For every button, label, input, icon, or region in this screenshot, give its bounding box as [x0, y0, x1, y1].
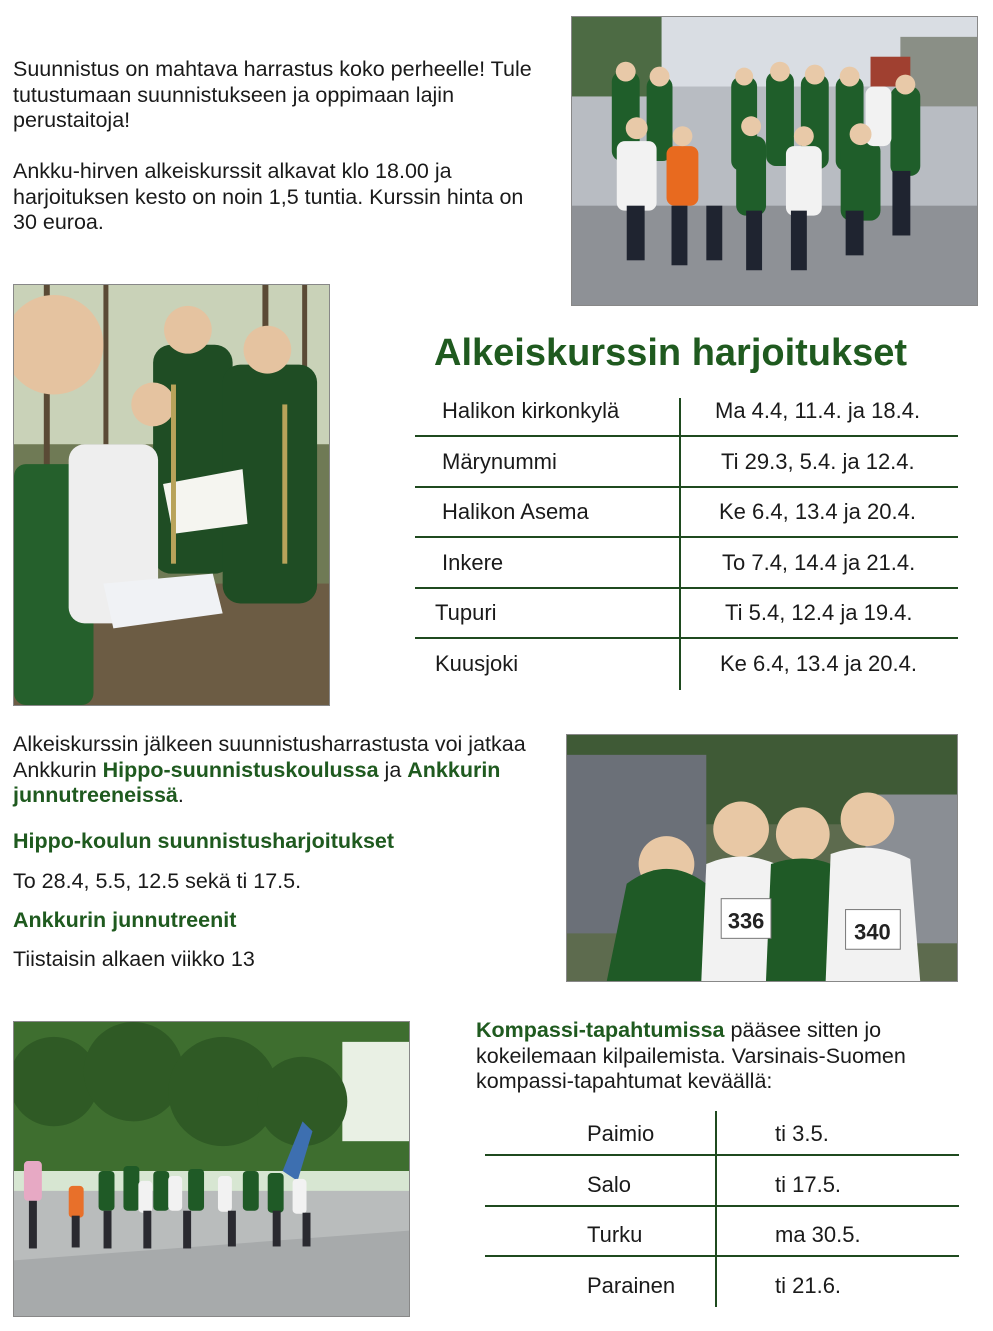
kompassi-date: ti 3.5.: [775, 1121, 829, 1146]
junnu-heading: Ankkurin junnutreenit: [13, 908, 237, 932]
schedule-place: Halikon Asema: [442, 499, 589, 525]
kompassi-events-link: Kompassi-tapahtumissa: [476, 1018, 725, 1042]
kompassi-place: Turku: [587, 1222, 643, 1248]
bib-number-1: 336: [727, 908, 765, 934]
kompassi-row: [485, 1162, 959, 1213]
kompassi-table: [485, 1111, 959, 1313]
kompassi-row: [485, 1263, 959, 1314]
schedule-row: [415, 386, 958, 437]
kompassi-date: ti 17.5.: [775, 1171, 842, 1197]
continue-text-a: Alkeiskurssin jälkeen suunnistusharrastusta voi jatkaa Ankkurin: [13, 732, 526, 782]
continue-text-b: ja: [378, 757, 408, 782]
divider: [485, 1154, 959, 1156]
group-photo-parking: [571, 16, 978, 306]
four-girls-photo: [566, 734, 958, 982]
kompassi-place: Salo: [587, 1171, 632, 1197]
kompassi-lead-rest: pääsee sitten jo kokeilemaan kilpailemista. Varsinais-Suomen kompassi-tapahtumat keväällä:: [476, 1018, 906, 1093]
kompassi-row: [485, 1212, 959, 1263]
continue-paragraph: [13, 732, 553, 809]
junnu-training-link: Ankkurin junnutreeneissä: [13, 757, 501, 807]
schedule-dates: Ke 6.4, 13.4 ja 20.4.: [720, 650, 917, 676]
kompassi-row: [485, 1111, 959, 1162]
continue-text-c: .: [177, 783, 184, 807]
kompassi-date: ti 21.6.: [775, 1272, 842, 1298]
intro-paragraph-1: Suunnistus on mahtava harrastus koko perheelle! Tule tutustumaan suunnistukseen ja oppimaan lajin perustaitoja!: [13, 57, 532, 132]
kompassi-paragraph: [476, 1018, 956, 1095]
hippo-school-link: Hippo-suunnistuskoulussa: [102, 757, 379, 782]
schedule-place: Tupuri: [435, 600, 497, 626]
schedule-row: [415, 538, 958, 589]
boys-with-maps-photo: [13, 284, 330, 706]
hippo-heading: Hippo-koulun suunnistusharjoitukset: [13, 829, 395, 853]
schedule-dates: Ti 29.3, 5.4. ja 12.4.: [721, 448, 915, 474]
bib-number-2: 340: [854, 919, 891, 945]
junnu-text: Tiistaisin alkaen viikko 13: [13, 947, 255, 971]
kompassi-place: Parainen: [587, 1272, 676, 1298]
divider: [485, 1255, 959, 1257]
schedule-title: Alkeiskurssin harjoitukset: [434, 332, 908, 374]
divider: [485, 1205, 959, 1207]
schedule-table: [415, 386, 958, 690]
schedule-row: [415, 437, 958, 488]
kompassi-date: ma 30.5.: [775, 1222, 861, 1248]
schedule-dates: Ti 5.4, 12.4 ja 19.4.: [725, 600, 913, 626]
schedule-dates: Ma 4.4, 11.4. ja 18.4.: [715, 398, 921, 423]
hippo-dates: To 28.4, 5.5, 12.5 sekä ti 17.5.: [13, 869, 302, 893]
group-on-rock-photo: [13, 1021, 410, 1317]
schedule-row: [415, 588, 958, 639]
schedule-place: Inkere: [442, 549, 504, 575]
kompassi-place: Paimio: [587, 1121, 655, 1146]
intro-paragraph-2: Ankku-hirven alkeiskurssit alkavat klo 18.00 ja harjoituksen kesto on noin 1,5 tuntia. Kurssin hinta on 30 euroa.: [13, 159, 524, 234]
schedule-row: [415, 639, 958, 690]
schedule-place: Halikon kirkonkylä: [442, 398, 620, 423]
schedule-place: Kuusjoki: [435, 650, 519, 676]
schedule-dates: To 7.4, 14.4 ja 21.4.: [722, 549, 916, 575]
schedule-place: Märynummi: [442, 448, 557, 474]
schedule-dates: Ke 6.4, 13.4 ja 20.4.: [719, 499, 916, 525]
schedule-row: [415, 487, 958, 538]
